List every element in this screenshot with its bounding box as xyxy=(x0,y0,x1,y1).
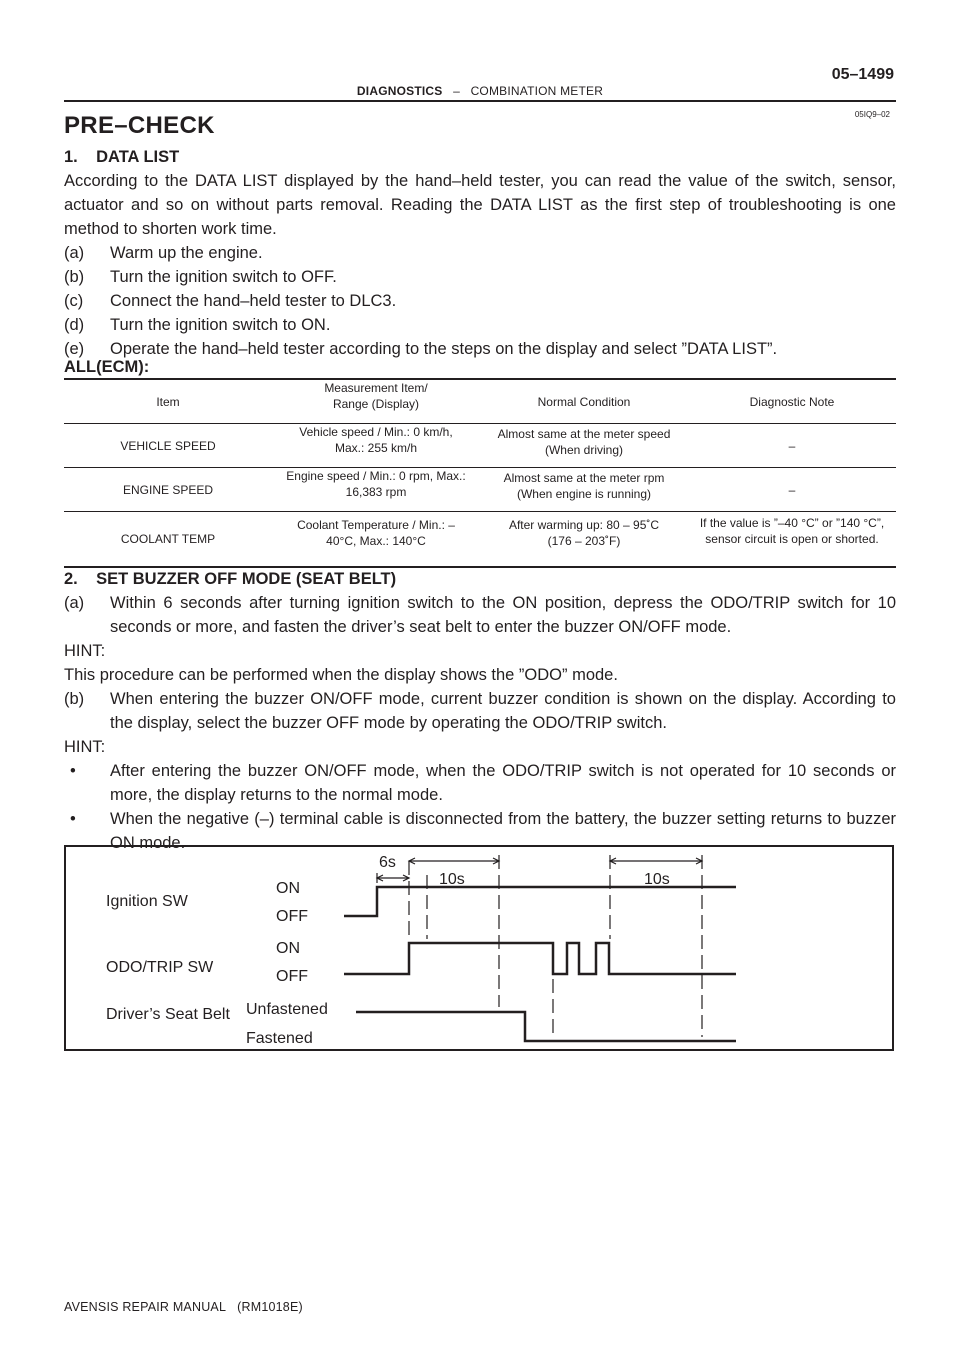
interval-10s-arrow xyxy=(610,858,702,864)
table-header-cell: Diagnostic Note xyxy=(749,394,835,409)
step-d xyxy=(64,313,896,337)
step-label: (a) xyxy=(64,594,85,612)
interval-10s-arrow xyxy=(409,858,499,864)
table-header-row xyxy=(64,379,896,423)
bullet-icon: • xyxy=(70,810,76,828)
timing-chart xyxy=(64,845,894,1051)
step-label: (b) xyxy=(64,268,85,286)
step-a xyxy=(64,241,896,265)
table-heading: ALL(ECM): xyxy=(64,358,150,376)
ignition-on-label: ON xyxy=(276,880,300,897)
interval-6s-arrow xyxy=(377,875,409,881)
step-c xyxy=(64,289,896,313)
buzzer-step-b xyxy=(64,687,896,735)
table-cell: Coolant Temperature / Min.: –40°C, Max.: 140°C xyxy=(272,511,480,567)
bullet-text: When the negative (–) terminal cable is disconnected from the battery, the buzzer setting returns to buzzer ON mode. xyxy=(110,810,896,852)
step-text: Operate the hand–held tester according to the steps on the display and select ”DATA LIST”. xyxy=(110,340,778,358)
step-text: Connect the hand–held tester to DLC3. xyxy=(110,292,397,310)
step-text: Warm up the engine. xyxy=(110,244,263,262)
step-label: (c) xyxy=(64,292,84,310)
page-footer: AVENSIS REPAIR MANUAL (RM1018E) xyxy=(64,1300,303,1314)
table-row xyxy=(64,423,896,467)
hint-text: This procedure can be performed when the display shows the ”ODO” mode. xyxy=(64,666,618,684)
page-title: PRE–CHECK xyxy=(64,112,215,139)
table-cell: Engine speed / Min.: 0 rpm, Max.: 16,383 rpm xyxy=(272,467,480,511)
table-cell: – xyxy=(688,467,896,511)
step-text: When entering the buzzer ON/OFF mode, current buzzer condition is shown on the display. According to the display, select the buzzer OFF mode by operating the ODO/TRIP switch. xyxy=(110,690,896,732)
table-cell: Almost same at the meter rpm (When engine is running) xyxy=(480,467,688,511)
table-header-cell: Normal Condition xyxy=(537,394,631,409)
bullet-icon: • xyxy=(70,762,76,780)
hint-bullet xyxy=(64,759,896,807)
table-cell: If the value is ”–40 °C” or ”140 °C”, sensor circuit is open or shorted. xyxy=(688,511,896,567)
seat-belt-unfastened-label: Unfastened xyxy=(246,1001,328,1018)
odo-trip-waveform xyxy=(344,943,736,974)
buzzer-step-a xyxy=(64,591,896,639)
seat-belt-fastened-label: Fastened xyxy=(246,1030,313,1047)
hint-label: HINT: xyxy=(64,738,106,756)
step-label: (a) xyxy=(64,244,85,262)
table-cell: Almost same at the meter speed (When driving) xyxy=(480,423,688,467)
odo-on-label: ON xyxy=(276,940,300,957)
table-header-cell: Measurement Item/ Range (Display) xyxy=(324,381,428,411)
header-subsection: COMBINATION METER xyxy=(470,84,604,98)
table-cell: ENGINE SPEED xyxy=(64,467,272,511)
table-header-cell: Item xyxy=(156,394,180,409)
bullet-text: After entering the buzzer ON/OFF mode, when the ODO/TRIP switch is not operated for 10 seconds or more, the display returns to the normal mode. xyxy=(110,762,896,804)
odo-off-label: OFF xyxy=(276,968,308,985)
header-section: DIAGNOSTICS xyxy=(356,84,443,98)
interval-6s-label: 6s xyxy=(379,854,396,871)
data-list-table xyxy=(64,378,896,568)
interval-10s-label: 10s xyxy=(439,871,465,888)
section-heading-buzzer: 2. SET BUZZER OFF MODE (SEAT BELT) xyxy=(64,570,397,588)
step-label: (d) xyxy=(64,316,85,334)
timing-chart-drawing xyxy=(66,847,896,1053)
table-cell: VEHICLE SPEED xyxy=(64,423,272,467)
running-header xyxy=(0,84,960,98)
document-code: 05IQ9–02 xyxy=(854,110,890,119)
hint-label: HINT: xyxy=(64,642,106,660)
signal-name-odo-trip: ODO/TRIP SW xyxy=(106,959,214,976)
table-cell: Vehicle speed / Min.: 0 km/h, Max.: 255 km/h xyxy=(272,423,480,467)
step-label: (e) xyxy=(64,340,85,358)
step-b xyxy=(64,265,896,289)
step-text: Turn the ignition switch to ON. xyxy=(110,316,331,334)
interval-10s-label: 10s xyxy=(644,871,670,888)
data-list-intro: According to the DATA LIST displayed by the hand–held tester, you can read the value of the switch, sensor, actuator and so on without parts removal. Reading the DATA LIST as the first step of troubleshooting is one method to shorten work time. xyxy=(64,172,896,238)
table-cell: – xyxy=(688,423,896,467)
signal-name-seat-belt: Driver’s Seat Belt xyxy=(106,1006,230,1023)
page-number: 05–1499 xyxy=(831,66,894,83)
seat-belt-waveform xyxy=(356,1012,736,1041)
ignition-waveform xyxy=(344,887,736,916)
table-cell: After warming up: 80 – 95˚C (176 – 203˚F) xyxy=(480,511,688,567)
step-text: Turn the ignition switch to OFF. xyxy=(110,268,337,286)
table-row xyxy=(64,511,896,567)
step-text: Within 6 seconds after turning ignition switch to the ON position, depress the ODO/TRIP switch for 10 seconds or more, and fasten the driver’s seat belt to enter the buzzer ON/OFF mode. xyxy=(110,594,896,636)
section-heading-data-list: 1. DATA LIST xyxy=(64,148,180,166)
table-cell: COOLANT TEMP xyxy=(64,511,272,567)
table-row xyxy=(64,467,896,511)
signal-name-ignition: Ignition SW xyxy=(106,893,188,910)
ignition-off-label: OFF xyxy=(276,908,308,925)
step-label: (b) xyxy=(64,690,85,708)
header-separator: – xyxy=(453,84,460,98)
header-rule xyxy=(64,100,896,102)
